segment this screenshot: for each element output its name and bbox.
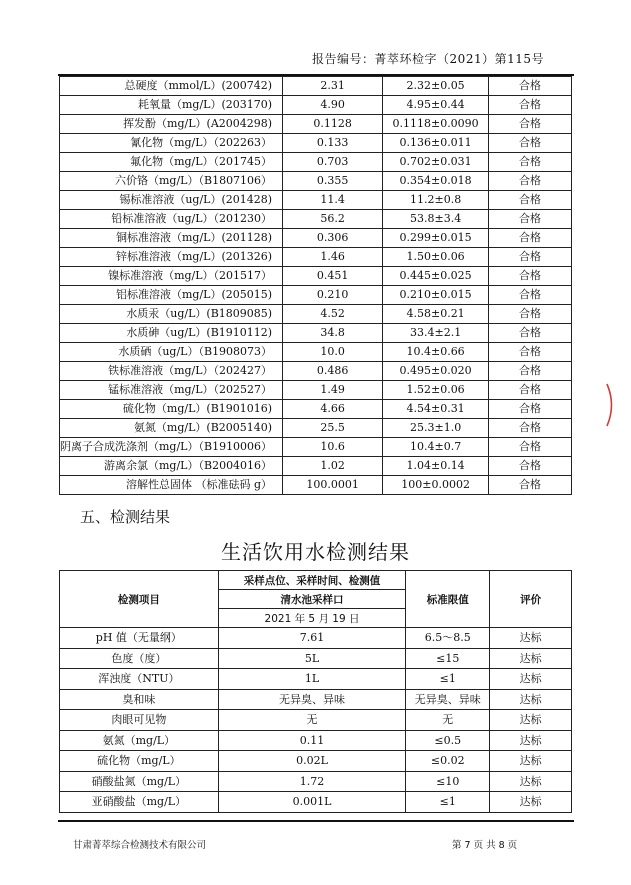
qc-standard-cell: 0.702±0.031 xyxy=(383,153,489,172)
qc-row xyxy=(60,172,572,191)
footer-rule xyxy=(58,820,574,822)
result-item-cell: pH 值（无量纲） xyxy=(60,628,219,649)
result-limit-cell: 无 xyxy=(406,710,490,731)
qc-name-cell: 氟化物（mg/L）（201745） xyxy=(60,153,283,172)
qc-result-cell: 合格 xyxy=(489,362,572,381)
qc-row xyxy=(60,324,572,343)
qc-standard-cell: 0.495±0.020 xyxy=(383,362,489,381)
result-row xyxy=(60,710,572,731)
result-value-cell: 0.02L xyxy=(218,751,406,772)
seal-edge-mark xyxy=(604,382,618,428)
qc-row xyxy=(60,343,572,362)
qc-result-cell: 合格 xyxy=(489,400,572,419)
qc-measured-cell: 0.306 xyxy=(283,229,383,248)
qc-standard-cell: 4.58±0.21 xyxy=(383,305,489,324)
qc-measured-cell: 4.52 xyxy=(283,305,383,324)
header-evaluation: 评价 xyxy=(490,571,572,628)
qc-measured-cell: 56.2 xyxy=(283,210,383,229)
qc-measured-cell: 1.49 xyxy=(283,381,383,400)
qc-result-cell: 合格 xyxy=(489,476,572,495)
qc-standard-cell: 1.04±0.14 xyxy=(383,457,489,476)
header-date: 2021 年 5 月 19 日 xyxy=(218,609,406,628)
result-value-cell: 1.72 xyxy=(218,771,406,792)
result-value-cell: 无 xyxy=(218,710,406,731)
qc-name-cell: 铜标准溶液（mg/L）(201128) xyxy=(60,229,283,248)
header-limit: 标准限值 xyxy=(406,571,490,628)
qc-measured-cell: 0.210 xyxy=(283,286,383,305)
result-row xyxy=(60,628,572,649)
qc-result-cell: 合格 xyxy=(489,172,572,191)
qc-name-cell: 水质砷（ug/L）(B1910112) xyxy=(60,324,283,343)
results-table-title: 生活饮用水检测结果 xyxy=(221,540,410,564)
qc-standard-cell: 10.4±0.66 xyxy=(383,343,489,362)
qc-measured-cell: 0.703 xyxy=(283,153,383,172)
qc-row xyxy=(60,191,572,210)
qc-row xyxy=(60,229,572,248)
qc-result-cell: 合格 xyxy=(489,191,572,210)
result-evaluation-cell: 达标 xyxy=(490,751,572,772)
result-item-cell: 肉眼可见物 xyxy=(60,710,219,731)
qc-row xyxy=(60,267,572,286)
qc-name-cell: 挥发酚（mg/L）(A2004298) xyxy=(60,115,283,134)
qc-name-cell: 氰化物（mg/L）（202263） xyxy=(60,134,283,153)
result-item-cell: 浑浊度（NTU） xyxy=(60,669,219,690)
qc-measured-cell: 0.1128 xyxy=(283,115,383,134)
qc-standard-cell: 4.54±0.31 xyxy=(383,400,489,419)
qc-standard-cell: 0.445±0.025 xyxy=(383,267,489,286)
qc-measured-cell: 10.6 xyxy=(283,438,383,457)
report-number: 报告编号：菁萃环检字（2021）第115号 xyxy=(312,52,544,66)
result-value-cell: 0.001L xyxy=(218,792,406,813)
result-limit-cell: 6.5～8.5 xyxy=(406,628,490,649)
qc-row xyxy=(60,476,572,495)
qc-result-cell: 合格 xyxy=(489,229,572,248)
result-evaluation-cell: 达标 xyxy=(490,628,572,649)
result-limit-cell: 无异臭、异味 xyxy=(406,689,490,710)
qc-row xyxy=(60,210,572,229)
qc-name-cell: 阴离子合成洗涤剂（mg/L）（B1910006） xyxy=(60,438,283,457)
qc-measured-cell: 34.8 xyxy=(283,324,383,343)
result-evaluation-cell: 达标 xyxy=(490,669,572,690)
result-value-cell: 无异臭、异味 xyxy=(218,689,406,710)
header-site: 清水池采样口 xyxy=(218,590,406,609)
qc-standard-cell: 0.210±0.015 xyxy=(383,286,489,305)
results-table xyxy=(59,570,572,813)
result-limit-cell: ≤1 xyxy=(406,669,490,690)
qc-row xyxy=(60,305,572,324)
result-value-cell: 0.11 xyxy=(218,730,406,751)
qc-standard-cell: 53.8±3.4 xyxy=(383,210,489,229)
qc-result-cell: 合格 xyxy=(489,153,572,172)
result-value-cell: 1L xyxy=(218,669,406,690)
result-value-cell: 5L xyxy=(218,648,406,669)
qc-row xyxy=(60,96,572,115)
qc-standard-cell: 1.50±0.06 xyxy=(383,248,489,267)
qc-measured-cell: 4.66 xyxy=(283,400,383,419)
result-row xyxy=(60,669,572,690)
qc-result-cell: 合格 xyxy=(489,248,572,267)
result-row xyxy=(60,771,572,792)
qc-name-cell: 耗氧量（mg/L）(203170) xyxy=(60,96,283,115)
qc-measured-cell: 2.31 xyxy=(283,77,383,96)
qc-standard-cell: 0.354±0.018 xyxy=(383,172,489,191)
qc-measured-cell: 25.5 xyxy=(283,419,383,438)
qc-measured-cell: 1.02 xyxy=(283,457,383,476)
qc-row xyxy=(60,419,572,438)
qc-row xyxy=(60,457,572,476)
qc-measured-cell: 0.486 xyxy=(283,362,383,381)
qc-standard-cell: 2.32±0.05 xyxy=(383,77,489,96)
qc-row xyxy=(60,134,572,153)
qc-standard-cell: 33.4±2.1 xyxy=(383,324,489,343)
qc-standard-cell: 4.95±0.44 xyxy=(383,96,489,115)
result-limit-cell: ≤10 xyxy=(406,771,490,792)
qc-name-cell: 水质汞（ug/L）(B1809085) xyxy=(60,305,283,324)
result-evaluation-cell: 达标 xyxy=(490,648,572,669)
qc-row xyxy=(60,77,572,96)
qc-name-cell: 溶解性总固体 （标准砝码 g） xyxy=(60,476,283,495)
qc-result-cell: 合格 xyxy=(489,210,572,229)
footer-page-number: 第 7 页 共 8 页 xyxy=(452,840,518,851)
qc-row xyxy=(60,362,572,381)
qc-name-cell: 铅标准溶液（ug/L）（201230） xyxy=(60,210,283,229)
qc-row xyxy=(60,286,572,305)
qc-result-cell: 合格 xyxy=(489,381,572,400)
result-value-cell: 7.61 xyxy=(218,628,406,649)
result-row xyxy=(60,689,572,710)
qc-name-cell: 铁标准溶液（mg/L）（202427） xyxy=(60,362,283,381)
header-item: 检测项目 xyxy=(60,571,219,628)
qc-result-cell: 合格 xyxy=(489,96,572,115)
result-evaluation-cell: 达标 xyxy=(490,730,572,751)
result-item-cell: 臭和味 xyxy=(60,689,219,710)
qc-measured-cell: 0.133 xyxy=(283,134,383,153)
result-evaluation-cell: 达标 xyxy=(490,771,572,792)
qc-result-cell: 合格 xyxy=(489,134,572,153)
qc-standard-cell: 0.136±0.011 xyxy=(383,134,489,153)
qc-measured-cell: 1.46 xyxy=(283,248,383,267)
qc-name-cell: 氨氮（mg/L）(B2005140) xyxy=(60,419,283,438)
qc-result-cell: 合格 xyxy=(489,457,572,476)
result-item-cell: 氨氮（mg/L） xyxy=(60,730,219,751)
qc-row xyxy=(60,438,572,457)
qc-result-cell: 合格 xyxy=(489,305,572,324)
qc-result-cell: 合格 xyxy=(489,419,572,438)
qc-result-cell: 合格 xyxy=(489,438,572,457)
qc-name-cell: 硫化物（mg/L）(B1901016) xyxy=(60,400,283,419)
qc-measured-cell: 4.90 xyxy=(283,96,383,115)
qc-result-cell: 合格 xyxy=(489,267,572,286)
qc-measured-cell: 10.0 xyxy=(283,343,383,362)
qc-result-cell: 合格 xyxy=(489,115,572,134)
result-item-cell: 硝酸盐氮（mg/L） xyxy=(60,771,219,792)
result-row xyxy=(60,751,572,772)
qc-name-cell: 锰标准溶液（mg/L）（202527） xyxy=(60,381,283,400)
footer-company: 甘肃菁萃综合检测技术有限公司 xyxy=(73,840,207,851)
qc-name-cell: 镍标准溶液（mg/L）（201517） xyxy=(60,267,283,286)
qc-result-cell: 合格 xyxy=(489,77,572,96)
result-limit-cell: ≤0.5 xyxy=(406,730,490,751)
qc-row xyxy=(60,400,572,419)
qc-measured-cell: 100.0001 xyxy=(283,476,383,495)
qc-result-cell: 合格 xyxy=(489,324,572,343)
result-row xyxy=(60,648,572,669)
qc-result-cell: 合格 xyxy=(489,343,572,362)
result-row xyxy=(60,730,572,751)
qc-name-cell: 六价铬（mg/L）（B1807106） xyxy=(60,172,283,191)
qc-name-cell: 游离余氯（mg/L）（B2004016） xyxy=(60,457,283,476)
header-sampling: 采样点位、采样时间、检测值 xyxy=(218,571,406,590)
qc-standard-cell: 0.299±0.015 xyxy=(383,229,489,248)
result-item-cell: 色度（度） xyxy=(60,648,219,669)
qc-result-cell: 合格 xyxy=(489,286,572,305)
result-evaluation-cell: 达标 xyxy=(490,689,572,710)
qc-standard-cell: 0.1118±0.0090 xyxy=(383,115,489,134)
qc-standard-cell: 25.3±1.0 xyxy=(383,419,489,438)
result-evaluation-cell: 达标 xyxy=(490,710,572,731)
qc-row xyxy=(60,115,572,134)
qc-measured-cell: 0.355 xyxy=(283,172,383,191)
result-limit-cell: ≤15 xyxy=(406,648,490,669)
result-item-cell: 亚硝酸盐（mg/L） xyxy=(60,792,219,813)
qc-name-cell: 铝标准溶液（mg/L）(205015) xyxy=(60,286,283,305)
result-limit-cell: ≤1 xyxy=(406,792,490,813)
qc-table xyxy=(59,76,572,495)
qc-measured-cell: 11.4 xyxy=(283,191,383,210)
result-evaluation-cell: 达标 xyxy=(490,792,572,813)
qc-name-cell: 总硬度（mmol/L）(200742) xyxy=(60,77,283,96)
result-limit-cell: ≤0.02 xyxy=(406,751,490,772)
qc-standard-cell: 1.52±0.06 xyxy=(383,381,489,400)
qc-standard-cell: 10.4±0.7 xyxy=(383,438,489,457)
qc-name-cell: 锌标准溶液（mg/L）(201326) xyxy=(60,248,283,267)
qc-name-cell: 水质硒（ug/L）（B1908073） xyxy=(60,343,283,362)
qc-row xyxy=(60,153,572,172)
qc-standard-cell: 100±0.0002 xyxy=(383,476,489,495)
qc-name-cell: 锡标准溶液（ug/L）(201428) xyxy=(60,191,283,210)
qc-row xyxy=(60,248,572,267)
qc-row xyxy=(60,381,572,400)
result-row xyxy=(60,792,572,813)
section-heading: 五、检测结果 xyxy=(80,508,171,526)
qc-standard-cell: 11.2±0.8 xyxy=(383,191,489,210)
result-item-cell: 硫化物（mg/L） xyxy=(60,751,219,772)
qc-measured-cell: 0.451 xyxy=(283,267,383,286)
